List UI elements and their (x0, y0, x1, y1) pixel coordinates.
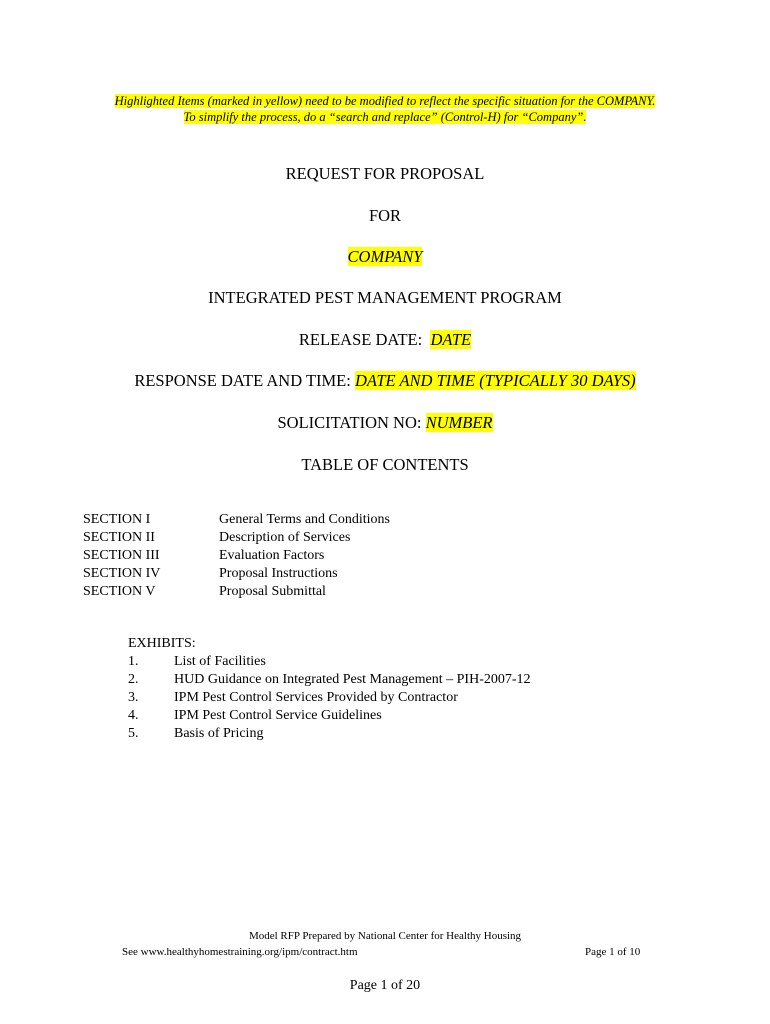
exhibit-item (128, 707, 531, 725)
exhibit-number: 4. (128, 708, 139, 723)
exhibit-text: IPM Pest Control Services Provided by Contractor (174, 690, 458, 705)
solicitation-value: NUMBER (425, 413, 493, 432)
exhibit-item (128, 689, 531, 707)
exhibit-item (128, 671, 531, 689)
solicitation-line (0, 413, 770, 433)
release-date-label: RELEASE DATE: (298, 330, 423, 349)
footer-inner-page: Page 1 of 10 (585, 946, 641, 958)
for-line: FOR (368, 206, 402, 225)
release-date-line (0, 330, 770, 350)
toc-section-number: SECTION IV (83, 566, 161, 581)
toc-row (83, 583, 390, 601)
page-number: Page 1 of 20 (349, 978, 421, 993)
toc-row (83, 565, 390, 583)
response-date-value: DATE AND TIME (TYPICALLY 30 DAYS) (354, 371, 636, 390)
toc-section-title: Description of Services (219, 530, 351, 545)
exhibit-text: Basis of Pricing (174, 726, 264, 741)
footer-url: See www.healthyhomestraining.org/ipm/contract.htm (122, 946, 358, 958)
toc-section-title: Proposal Submittal (219, 584, 326, 599)
solicitation-label: SOLICITATION NO: (277, 413, 422, 432)
toc-row (83, 511, 390, 529)
response-date-label: RESPONSE DATE AND TIME: (134, 371, 351, 390)
exhibits-title: EXHIBITS: (128, 636, 196, 651)
company-line (0, 247, 770, 267)
exhibit-number: 1. (128, 654, 139, 669)
toc-section-number: SECTION II (83, 530, 155, 545)
toc-row (83, 529, 390, 547)
toc-section-title: General Terms and Conditions (219, 512, 391, 527)
footer-prepared-by: Model RFP Prepared by National Center for Healthy Housing (248, 930, 522, 942)
notice-line-2: To simplify the process, do a “search and replace” (Control-H) for “Company”. (183, 110, 587, 124)
company-placeholder: COMPANY (347, 247, 423, 266)
release-date-value: DATE (430, 330, 472, 349)
exhibit-item (128, 653, 531, 671)
toc-section-title: Proposal Instructions (219, 566, 338, 581)
exhibit-item (128, 725, 531, 743)
exhibit-text: List of Facilities (174, 654, 266, 669)
highlight-notice (0, 93, 770, 125)
toc-row (83, 547, 390, 565)
toc-section-number: SECTION V (83, 584, 156, 599)
exhibit-number: 5. (128, 726, 139, 741)
toc-title: TABLE OF CONTENTS (301, 455, 469, 474)
request-title: REQUEST FOR PROPOSAL (285, 164, 485, 183)
exhibit-text: HUD Guidance on Integrated Pest Management – PIH-2007-12 (174, 672, 531, 687)
program-title: INTEGRATED PEST MANAGEMENT PROGRAM (208, 288, 562, 307)
exhibit-list (128, 653, 531, 743)
toc-section-title: Evaluation Factors (219, 548, 325, 563)
exhibits (128, 635, 531, 743)
exhibit-text: IPM Pest Control Service Guidelines (174, 708, 382, 723)
toc-section-number: SECTION III (83, 548, 160, 563)
exhibit-number: 2. (128, 672, 139, 687)
exhibit-number: 3. (128, 690, 139, 705)
toc-section-number: SECTION I (83, 512, 151, 527)
table-of-contents (83, 511, 390, 601)
notice-line-1: Highlighted Items (marked in yellow) need to be modified to reflect the specific situation for the COMPANY. (114, 94, 656, 108)
response-date-line (0, 371, 770, 391)
